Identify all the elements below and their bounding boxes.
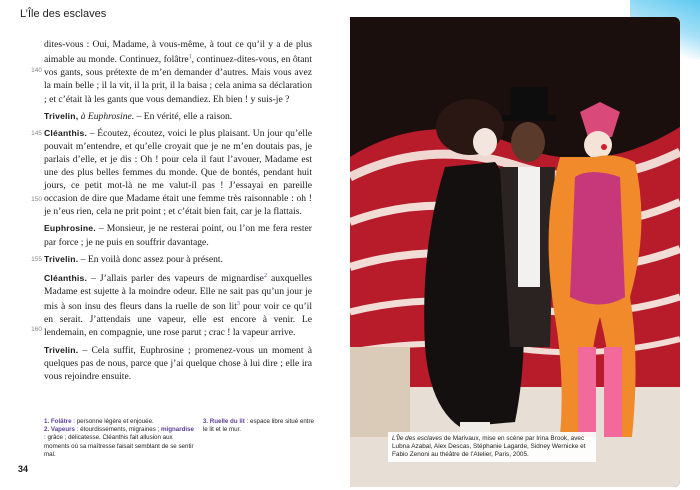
footnote-term: Vapeurs <box>50 426 75 434</box>
line-number: 150 <box>31 195 42 203</box>
footnote-ref[interactable]: 2 <box>263 272 267 279</box>
speaker-name: Cléanthis. <box>44 272 88 283</box>
speaker-name: Trivelin. <box>44 344 79 355</box>
paragraph-cleanthis-2 <box>31 270 312 340</box>
footnote-term: Ruelle du lit <box>209 418 245 425</box>
line-number: 160 <box>31 325 42 333</box>
caption-title: L’Île des esclaves <box>392 435 443 442</box>
footnote-number: 3. <box>202 418 209 425</box>
footnotes <box>44 418 316 459</box>
line-number: 155 <box>31 255 42 263</box>
text-span: – En voilà donc assez pour à présent. <box>78 253 223 265</box>
play-text-column <box>31 38 313 387</box>
text-span: – En vérité, elle a raison. <box>134 110 233 122</box>
footnote-number: 2. <box>44 426 50 434</box>
footnote-definition: : étourdissements, migraines ; <box>74 426 161 434</box>
text-span: pour voir ce qu’il en serait. J’attendais une vapeur, elle est encore à venir. Le lendemain, en compagnie, une rose parut ; crac ! la vapeur arrive. <box>44 301 312 339</box>
footnote-definition: : espace libre situé entre le lit et le mur. <box>202 418 314 434</box>
footnote-number: 1. <box>44 418 50 425</box>
footnote-definition: : grâce ; délicatesse. Cléanthis fait allusion aux moments où sa maîtresse faisait semblant de se sentir mal. <box>44 434 194 458</box>
speaker-name: Euphrosine. <box>44 223 96 234</box>
paragraph-cleanthis <box>31 127 312 219</box>
text-span: – J’allais parler des vapeurs de mignardise <box>87 272 264 284</box>
paragraph-euphrosine <box>44 222 312 248</box>
footnote-ref[interactable]: 1 <box>188 54 192 61</box>
speaker-name: Trivelin, <box>44 110 79 121</box>
text-span: auxquelles Madame est sujette à la moindre odeur. Elle ne sait pas qu’un jour je mis à son insu des fleurs dans la ruelle de son lit <box>44 272 312 313</box>
footnotes-col-1 <box>44 418 195 459</box>
text-span: dites-vous : Oui, Madame, à vous-même, à tout ce qu’il y a de plus aimable au monde. Continuez, folâtre <box>44 39 312 66</box>
footnote-ref[interactable]: 3 <box>236 301 240 308</box>
text-span: – Cela suffit, Euphrosine ; promenez-vous un moment à quelques pas de nous, parce que j’ai quelque chose à lui dire ; elle ira vous rejoindre ensuite. <box>44 344 312 382</box>
footnote-1 <box>44 418 195 426</box>
speaker-name: Cléanthis. <box>44 127 88 138</box>
line-number: 140 <box>31 67 42 74</box>
stage-scene-illustration <box>350 17 680 487</box>
footnote-definition: : personne légère et enjouée. <box>71 418 154 425</box>
line-number: 145 <box>31 129 42 137</box>
stage-direction: à Euphrosine. <box>78 110 135 122</box>
page-number: 34 <box>18 464 29 474</box>
speaker-name: Trivelin. <box>44 253 79 264</box>
paragraph-trivelin-3 <box>44 344 312 383</box>
paragraph-trivelin-2 <box>31 253 312 266</box>
footnotes-col-2 <box>203 418 316 459</box>
footnote-2 <box>44 426 195 459</box>
stage-prop-box <box>350 347 410 437</box>
text-span: – Monsieur, je ne resterai point, ou l’on me fera rester par force ; je ne puis en souffrir davantage. <box>44 223 312 248</box>
caption-text: de Marivaux, mise en scène par Irina Brook, avec Lubna Azabal, Alex Descas, Stéphanie Lagarde, Sidney Wernicke et Fabio Zenoni au théâtre de l’Atelier, Paris, 2005. <box>392 435 586 458</box>
paragraph-trivelin <box>44 110 312 123</box>
footnote-term: Folâtre <box>50 418 72 425</box>
footnote-term: mignardise <box>160 426 194 434</box>
text-span: – Écoutez, écoutez, voici le plus plaisant. Un jour qu’elle pouvait m’entendre, et qu’elle croyait que je ne m’en doutais pas, je parlais d’elle, et je dis : Oh ! pour cela il faut l’avouer, Madame est une des plus belles femmes du monde. Que de bontés, pendant huit jours, ce petit mot-là ne me valut-il pas ! J’essayai en pareille occasion de dire que Madame était une femme très raisonnable : oh ! je n’eus rien, cela ne prit point ; et c’était bien fait, car je la flattais. <box>44 127 312 218</box>
theatre-photo <box>350 17 680 487</box>
text-span: , continuez-dites-vous, en ôtant vos gants, sous prétexte de m’en demander d’autres. Mais vous avez la main belle ; il la vit, il la prit, il la baisa ; cela anima sa déclaration ; et c’était là les gants que vous demandiez. Eh bien ! y suis-je ? <box>44 54 313 105</box>
footnote-3 <box>203 418 316 434</box>
photo-caption <box>388 432 596 462</box>
running-header: L’Île des esclaves <box>20 8 107 20</box>
paragraph-cleanthis-continued <box>31 38 313 106</box>
